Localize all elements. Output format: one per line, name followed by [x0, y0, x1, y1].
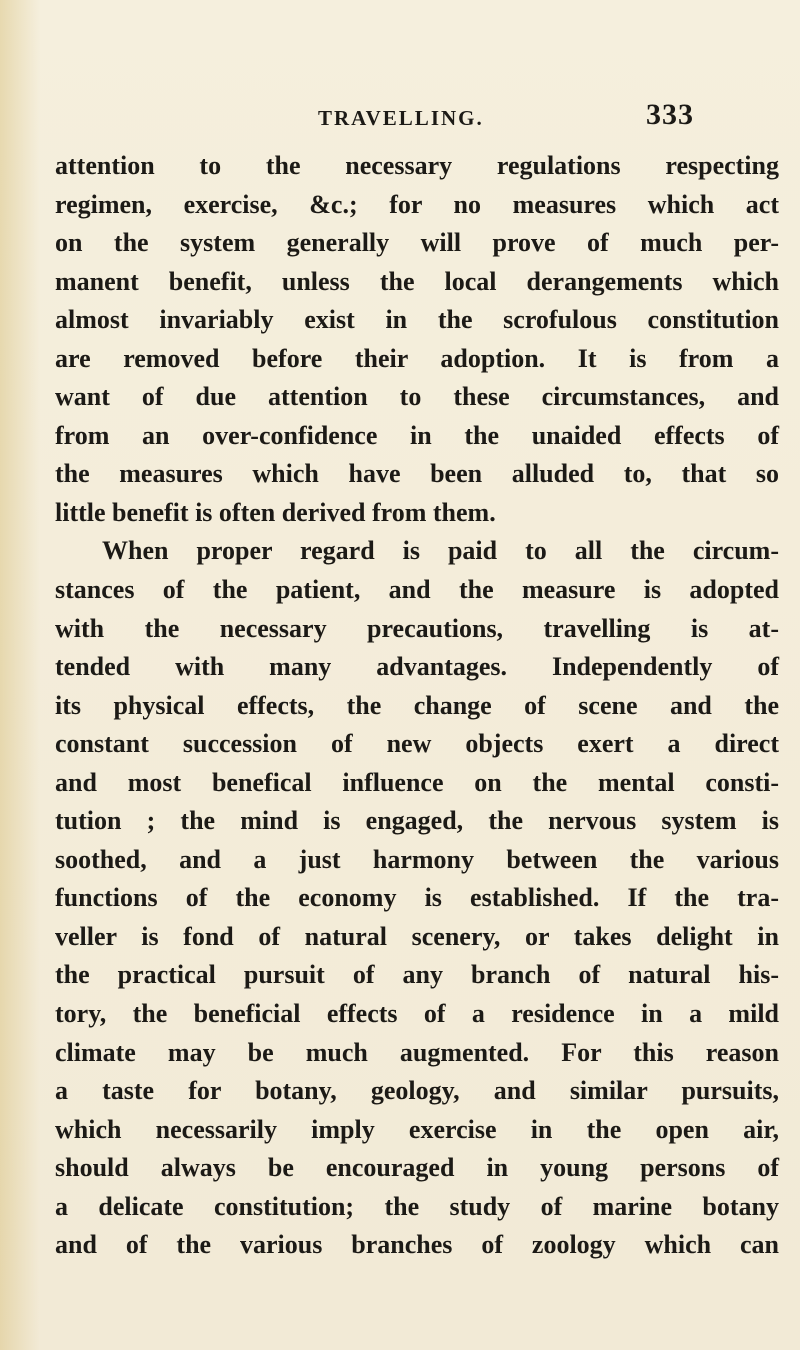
text-line: soothed, and a just harmony between the various: [55, 844, 779, 874]
text-line: want of due attention to these circumstances, and: [55, 382, 779, 412]
text-line: When proper regard is paid to all the circum-: [102, 536, 779, 566]
page-number: 333: [646, 98, 694, 131]
text-line: constant succession of new objects exert a direct: [55, 729, 779, 759]
text-line: little benefit is often derived from them.: [55, 497, 496, 527]
text-line: the practical pursuit of any branch of natural his-: [55, 960, 779, 990]
text-line: tended with many advantages. Independently of: [55, 652, 779, 682]
text-line: on the system generally will prove of much per-: [55, 228, 779, 258]
text-line: almost invariably exist in the scrofulous constitution: [55, 305, 779, 335]
running-head: [0, 98, 800, 138]
text-line: climate may be much augmented. For this reason: [55, 1037, 779, 1067]
text-line: tution ; the mind is engaged, the nervous system is: [55, 806, 779, 836]
text-line: regimen, exercise, &c.; for no measures which act: [55, 189, 779, 219]
text-line: a taste for botany, geology, and similar pursuits,: [55, 1076, 779, 1106]
text-line: and most benefical influence on the mental consti-: [55, 767, 779, 797]
text-line: with the necessary precautions, travelling is at-: [55, 613, 779, 643]
text-line: its physical effects, the change of scene and the: [55, 690, 779, 720]
text-line: should always be encouraged in young persons of: [55, 1153, 779, 1183]
text-line: a delicate constitution; the study of marine botany: [55, 1191, 779, 1221]
running-title: TRAVELLING.: [318, 106, 484, 130]
text-line: tory, the beneficial effects of a residence in a mild: [55, 999, 779, 1029]
text-line: attention to the necessary regulations respecting: [55, 151, 779, 180]
text-line: manent benefit, unless the local derangements which: [55, 266, 779, 296]
text-line: which necessarily imply exercise in the open air,: [55, 1114, 779, 1144]
text-line: functions of the economy is established. If the tra-: [55, 883, 779, 913]
text-line: are removed before their adoption. It is from a: [55, 343, 779, 373]
text-line: the measures which have been alluded to, that so: [55, 459, 779, 489]
body-text: [55, 147, 779, 1265]
text-line: veller is fond of natural scenery, or takes delight in: [55, 921, 779, 951]
text-line: and of the various branches of zoology which can: [55, 1230, 779, 1260]
text-line: stances of the patient, and the measure is adopted: [55, 575, 779, 605]
text-line: from an over-confidence in the unaided effects of: [55, 420, 779, 450]
